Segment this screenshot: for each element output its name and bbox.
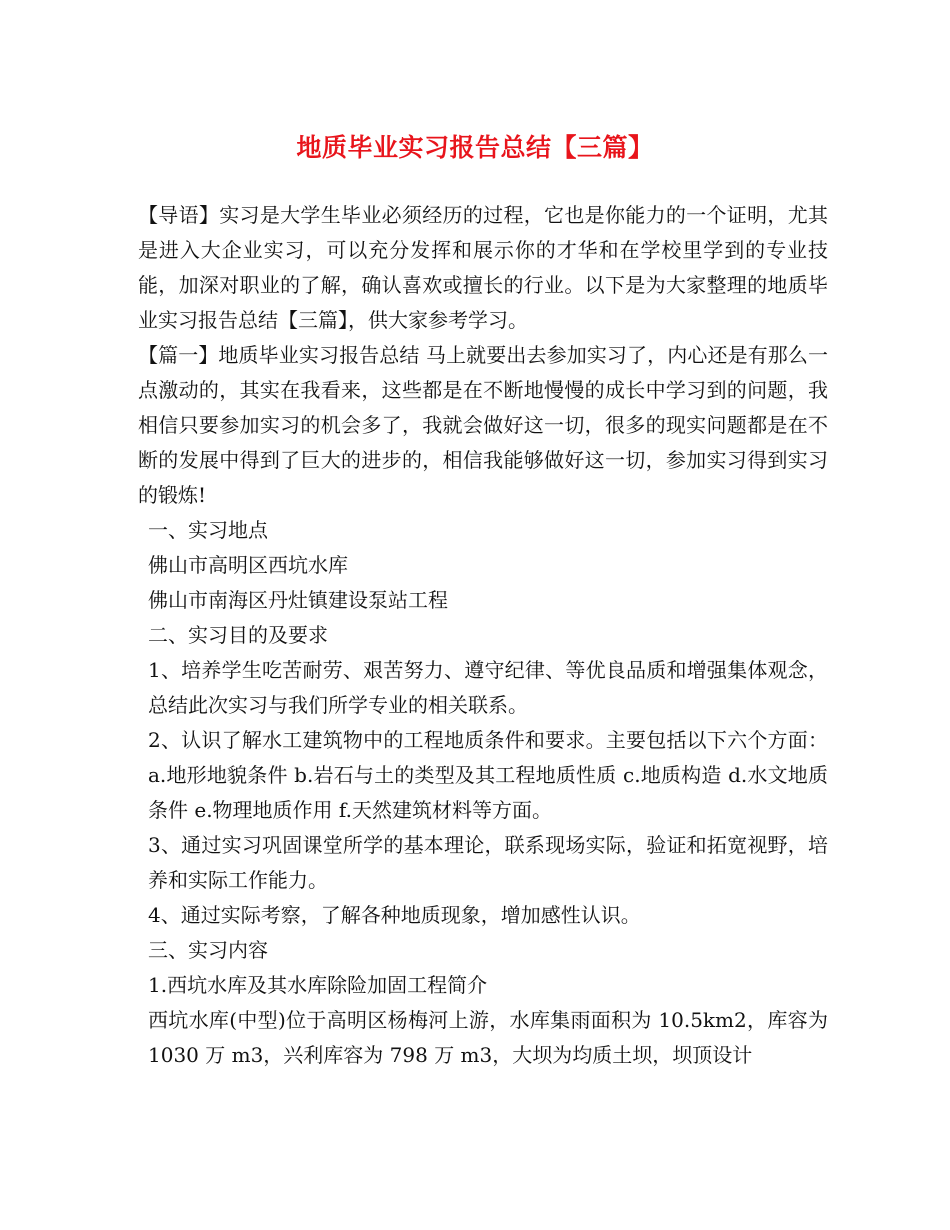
section-heading-location: 一、实习地点	[148, 518, 268, 542]
section-heading-purpose: 二、实习目的及要求	[148, 623, 328, 647]
purpose-item-1: 1、培养学生吃苦耐劳、艰苦努力、遵守纪律、等优良品质和增强集体观念，总结此次实习与我们所学专业的相关联系。	[148, 658, 828, 717]
content-subheading: 1.西坑水库及其水库除险加固工程简介	[148, 973, 488, 997]
purpose-item-3: 3、通过实习巩固课堂所学的基本理论，联系现场实际，验证和拓宽视野，培养和实际工作能力。	[148, 833, 828, 892]
document-title: 地质毕业实习报告总结【三篇】	[296, 133, 654, 162]
intro-paragraph: 【导语】实习是大学生毕业必须经历的过程，它也是你能力的一个证明，尤其是进入大企业实习，可以充分发挥和展示你的才华和在学校里学到的专业技能，加深对职业的了解，确认喜欢或擅长的行业。以下是为大家整理的地质毕业实习报告总结【三篇】，供大家参考学习。	[138, 203, 828, 332]
location-item-2: 佛山市南海区丹灶镇建设泵站工程	[148, 588, 448, 612]
location-item-1: 佛山市高明区西坑水库	[148, 553, 348, 577]
section-heading-content: 三、实习内容	[148, 938, 268, 962]
document-body	[138, 198, 828, 1073]
purpose-item-4: 4、通过实际考察，了解各种地质现象，增加感性认识。	[148, 903, 641, 927]
content-paragraph: 西坑水库(中型)位于高明区杨梅河上游，水库集雨面积为 10.5km2，库容为 1030 万 m3，兴利库容为 798 万 m3，大坝为均质土坝，坝顶设计	[148, 1008, 828, 1067]
part-one-paragraph: 【篇一】地质毕业实习报告总结 马上就要出去参加实习了，内心还是有那么一点激动的，其实在我看来，这些都是在不断地慢慢的成长中学习到的问题，我相信只要参加实习的机会多了，我就会做好这一切，很多的现实问题都是在不断的发展中得到了巨大的进步的，相信我能够做好这一切，参加实习得到实习的锻炼!	[138, 343, 828, 507]
purpose-item-2: 2、认识了解水工建筑物中的工程地质条件和要求。主要包括以下六个方面：a.地形地貌条件 b.岩石与土的类型及其工程地质性质 c.地质构造 d.水文地质条件 e.物理地质作用 f.天然建筑材料等方面。	[148, 728, 828, 822]
